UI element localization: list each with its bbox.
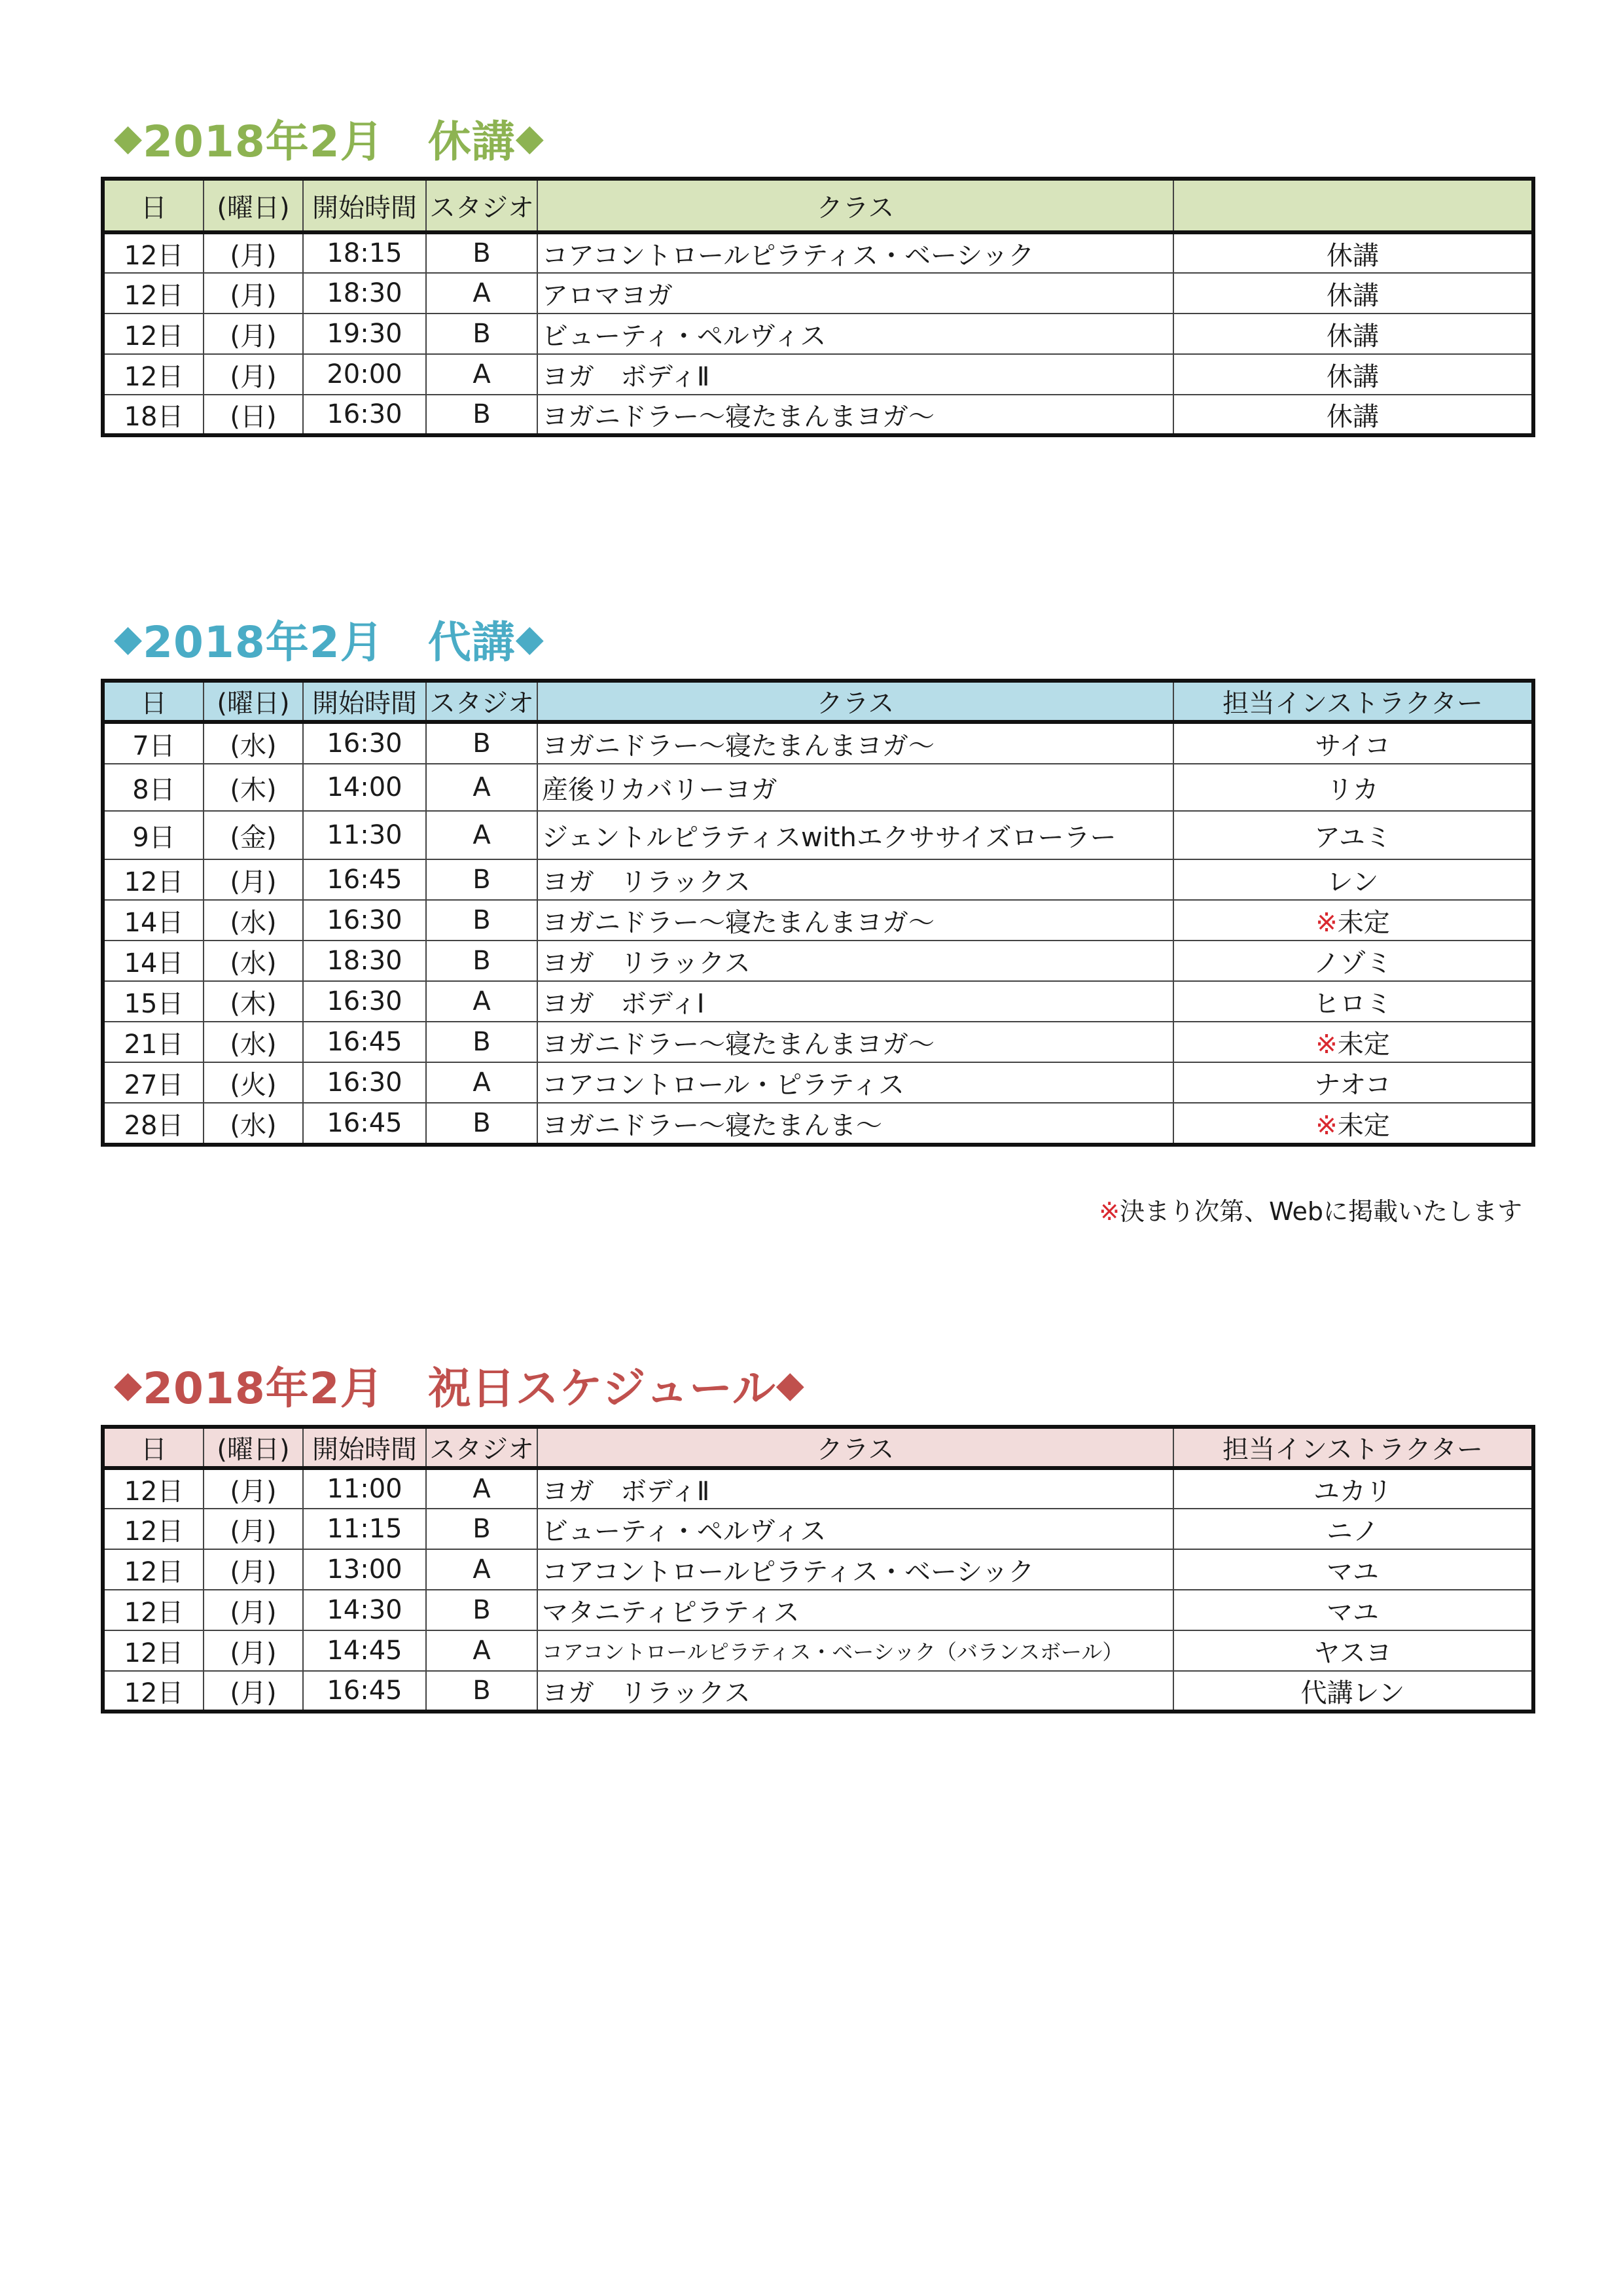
cell-time: 16:45 [303, 1022, 426, 1062]
header-class: クラス [537, 1427, 1173, 1468]
cell-instructor: ヒロミ [1173, 981, 1533, 1022]
cell-instructor: ※未定 [1173, 1022, 1533, 1062]
cell-time: 11:30 [303, 811, 426, 859]
cell-day: 18日 [103, 395, 204, 435]
cell-class: ヨガ ボディⅡ [537, 1468, 1173, 1509]
table-row [103, 1671, 1533, 1712]
cell-weekday: (水) [204, 900, 303, 941]
cell-day: 12日 [103, 1671, 204, 1712]
shukujitsu-table [101, 1425, 1535, 1713]
cell-weekday: (月) [204, 314, 303, 354]
cell-class: ヨガニドラー〜寝たまんまヨガ〜 [537, 395, 1173, 435]
header-start-time: 開始時間 [303, 179, 426, 232]
cell-time: 16:30 [303, 1062, 426, 1103]
table-row [103, 859, 1533, 900]
cell-note: 休講 [1173, 314, 1533, 354]
header-class: クラス [537, 179, 1173, 232]
table-header-row [103, 179, 1533, 232]
cell-day: 14日 [103, 900, 204, 941]
cell-time: 11:00 [303, 1468, 426, 1509]
header-class: クラス [537, 681, 1173, 722]
cell-studio: B [426, 314, 537, 354]
cell-class: ジェントルピラティスwithエクササイズローラー [537, 811, 1173, 859]
cell-time: 18:30 [303, 941, 426, 981]
header-weekday: (曜日) [204, 1427, 303, 1468]
cell-day: 12日 [103, 1509, 204, 1549]
note-mark: ※ [1315, 1029, 1338, 1060]
table-row [103, 395, 1533, 435]
cell-instructor: アユミ [1173, 811, 1533, 859]
header-studio: スタジオ [426, 179, 537, 232]
cell-instructor: ※未定 [1173, 1103, 1533, 1145]
cell-studio: B [426, 1590, 537, 1630]
cell-time: 18:15 [303, 232, 426, 273]
cell-time: 20:00 [303, 354, 426, 395]
cell-time: 14:45 [303, 1630, 426, 1671]
cell-time: 16:30 [303, 395, 426, 435]
cell-note: 休講 [1173, 232, 1533, 273]
cell-studio: A [426, 1630, 537, 1671]
table-row [103, 1509, 1533, 1549]
cell-time: 16:45 [303, 1103, 426, 1145]
table-row [103, 1022, 1533, 1062]
diamond-icon: ◆ [114, 116, 143, 159]
cell-day: 12日 [103, 314, 204, 354]
table-row [103, 1103, 1533, 1145]
cell-class: ビューティ・ペルヴィス [537, 1509, 1173, 1549]
cell-weekday: (水) [204, 1103, 303, 1145]
table-row [103, 722, 1533, 764]
cell-weekday: (月) [204, 1671, 303, 1712]
cell-instructor: ヤスヨ [1173, 1630, 1533, 1671]
note-mark: ※ [1315, 1110, 1338, 1141]
cell-day: 12日 [103, 1630, 204, 1671]
cell-time: 19:30 [303, 314, 426, 354]
cell-class: ヨガ ボディⅠ [537, 981, 1173, 1022]
header-instructor: 担当インストラクター [1173, 1427, 1533, 1468]
cell-weekday: (木) [204, 981, 303, 1022]
cell-day: 12日 [103, 232, 204, 273]
cell-studio: B [426, 859, 537, 900]
cell-instructor: マユ [1173, 1590, 1533, 1630]
cell-weekday: (水) [204, 941, 303, 981]
cell-weekday: (月) [204, 859, 303, 900]
cell-studio: A [426, 1549, 537, 1590]
header-instructor: 担当インストラクター [1173, 681, 1533, 722]
cell-time: 16:45 [303, 859, 426, 900]
cell-weekday: (水) [204, 722, 303, 764]
kyuko-table [101, 177, 1535, 437]
daiko-title: ◆ 2018年2月 代講 ◆ [114, 617, 544, 668]
cell-day: 14日 [103, 941, 204, 981]
cell-class: ヨガ リラックス [537, 1671, 1173, 1712]
cell-day: 12日 [103, 1468, 204, 1509]
cell-time: 14:30 [303, 1590, 426, 1630]
cell-weekday: (月) [204, 273, 303, 314]
table-row [103, 1549, 1533, 1590]
cell-studio: A [426, 1062, 537, 1103]
cell-weekday: (月) [204, 232, 303, 273]
cell-weekday: (月) [204, 1590, 303, 1630]
cell-weekday: (金) [204, 811, 303, 859]
cell-class: コアコントロールピラティス・ベーシック [537, 232, 1173, 273]
cell-weekday: (木) [204, 764, 303, 811]
table-row [103, 764, 1533, 811]
cell-instructor: ナオコ [1173, 1062, 1533, 1103]
cell-day: 12日 [103, 1590, 204, 1630]
table-header-row [103, 681, 1533, 722]
header-studio: スタジオ [426, 1427, 537, 1468]
cell-instructor: マユ [1173, 1549, 1533, 1590]
cell-day: 12日 [103, 354, 204, 395]
cell-studio: A [426, 1468, 537, 1509]
cell-instructor: 代講レン [1173, 1671, 1533, 1712]
cell-weekday: (月) [204, 1468, 303, 1509]
table-row [103, 1630, 1533, 1671]
table-row [103, 354, 1533, 395]
cell-day: 12日 [103, 1549, 204, 1590]
cell-class: ヨガ リラックス [537, 859, 1173, 900]
cell-day: 28日 [103, 1103, 204, 1145]
cell-day: 15日 [103, 981, 204, 1022]
footnote: ※決まり次第、Webに掲載いたします [1099, 1197, 1522, 1226]
cell-studio: B [426, 1671, 537, 1712]
cell-instructor: リカ [1173, 764, 1533, 811]
cell-studio: B [426, 395, 537, 435]
cell-instructor: ニノ [1173, 1509, 1533, 1549]
table-row [103, 232, 1533, 273]
table-row [103, 273, 1533, 314]
cell-weekday: (月) [204, 1630, 303, 1671]
table-row [103, 900, 1533, 941]
cell-note: 休講 [1173, 395, 1533, 435]
cell-class: ヨガニドラー〜寝たまんまヨガ〜 [537, 1022, 1173, 1062]
cell-class: ヨガニドラー〜寝たまんま〜 [537, 1103, 1173, 1145]
cell-class: ヨガニドラー〜寝たまんまヨガ〜 [537, 900, 1173, 941]
cell-day: 12日 [103, 273, 204, 314]
header-day: 日 [103, 681, 204, 722]
cell-class: コアコントロールピラティス・ベーシック（バランスボール） [537, 1630, 1173, 1671]
cell-class: コアコントロールピラティス・ベーシック [537, 1549, 1173, 1590]
cell-time: 16:45 [303, 1671, 426, 1712]
cell-class: ヨガ ボディⅡ [537, 354, 1173, 395]
cell-time: 13:00 [303, 1549, 426, 1590]
header-start-time: 開始時間 [303, 681, 426, 722]
cell-studio: B [426, 1509, 537, 1549]
note-mark: ※ [1315, 907, 1338, 938]
cell-day: 21日 [103, 1022, 204, 1062]
cell-class: ビューティ・ペルヴィス [537, 314, 1173, 354]
cell-time: 16:30 [303, 900, 426, 941]
table-row [103, 1590, 1533, 1630]
diamond-icon: ◆ [114, 1363, 143, 1406]
cell-time: 18:30 [303, 273, 426, 314]
cell-class: ヨガニドラー〜寝たまんまヨガ〜 [537, 722, 1173, 764]
cell-class: ヨガ リラックス [537, 941, 1173, 981]
table-header-row [103, 1427, 1533, 1468]
header-weekday: (曜日) [204, 681, 303, 722]
header-studio: スタジオ [426, 681, 537, 722]
cell-class: マタニティピラティス [537, 1590, 1173, 1630]
note-mark: ※ [1099, 1197, 1120, 1226]
header-note [1173, 179, 1533, 232]
cell-studio: A [426, 764, 537, 811]
table-row [103, 1062, 1533, 1103]
cell-weekday: (月) [204, 1509, 303, 1549]
header-day: 日 [103, 1427, 204, 1468]
diamond-icon: ◆ [776, 1363, 805, 1406]
cell-time: 16:30 [303, 981, 426, 1022]
cell-weekday: (火) [204, 1062, 303, 1103]
header-day: 日 [103, 179, 204, 232]
cell-instructor: サイコ [1173, 722, 1533, 764]
cell-class: アロマヨガ [537, 273, 1173, 314]
cell-studio: B [426, 900, 537, 941]
cell-studio: B [426, 722, 537, 764]
header-weekday: (曜日) [204, 179, 303, 232]
cell-day: 7日 [103, 722, 204, 764]
cell-class: 産後リカバリーヨガ [537, 764, 1173, 811]
daiko-table [101, 679, 1535, 1147]
cell-studio: A [426, 273, 537, 314]
cell-studio: A [426, 354, 537, 395]
cell-time: 11:15 [303, 1509, 426, 1549]
cell-studio: A [426, 811, 537, 859]
cell-time: 16:30 [303, 722, 426, 764]
cell-weekday: (水) [204, 1022, 303, 1062]
cell-time: 14:00 [303, 764, 426, 811]
diamond-icon: ◆ [515, 617, 544, 660]
cell-studio: A [426, 981, 537, 1022]
diamond-icon: ◆ [515, 116, 544, 159]
cell-note: 休講 [1173, 273, 1533, 314]
shukujitsu-title: ◆ 2018年2月 祝日スケジュール ◆ [114, 1363, 805, 1414]
cell-day: 8日 [103, 764, 204, 811]
cell-day: 12日 [103, 859, 204, 900]
cell-instructor: レン [1173, 859, 1533, 900]
cell-instructor: ノゾミ [1173, 941, 1533, 981]
cell-day: 27日 [103, 1062, 204, 1103]
table-row [103, 981, 1533, 1022]
diamond-icon: ◆ [114, 617, 143, 660]
table-row [103, 941, 1533, 981]
table-row [103, 811, 1533, 859]
cell-instructor: ユカリ [1173, 1468, 1533, 1509]
cell-weekday: (日) [204, 395, 303, 435]
cell-studio: B [426, 941, 537, 981]
cell-instructor: ※未定 [1173, 900, 1533, 941]
kyuko-title: ◆ 2018年2月 休講 ◆ [114, 116, 544, 167]
cell-studio: B [426, 232, 537, 273]
cell-studio: B [426, 1103, 537, 1145]
table-row [103, 314, 1533, 354]
table-row [103, 1468, 1533, 1509]
cell-weekday: (月) [204, 1549, 303, 1590]
cell-class: コアコントロール・ピラティス [537, 1062, 1173, 1103]
cell-weekday: (月) [204, 354, 303, 395]
header-start-time: 開始時間 [303, 1427, 426, 1468]
cell-note: 休講 [1173, 354, 1533, 395]
cell-studio: B [426, 1022, 537, 1062]
cell-day: 9日 [103, 811, 204, 859]
